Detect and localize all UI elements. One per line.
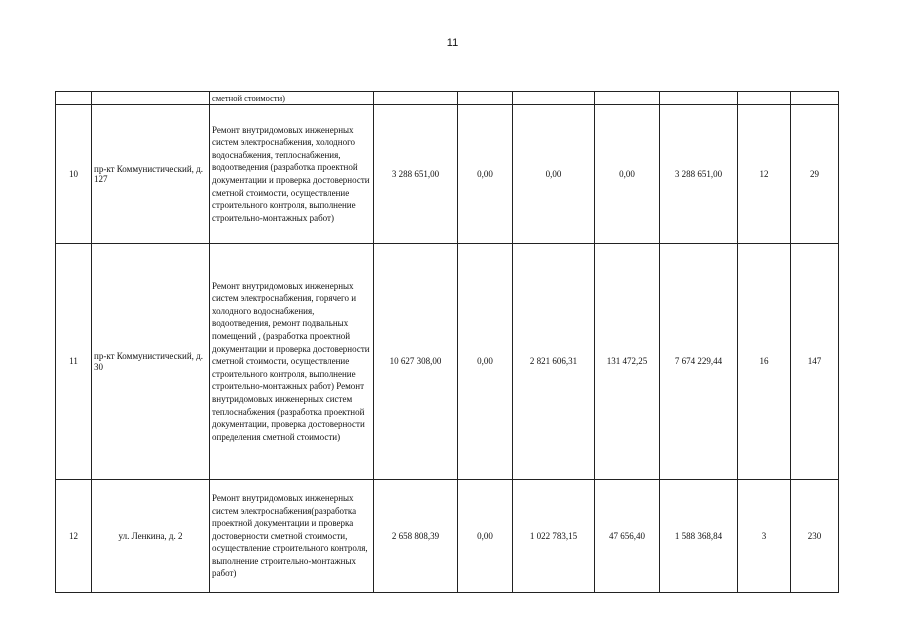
cell-address — [92, 92, 210, 105]
page-number: 11 — [446, 37, 459, 49]
cell-count-1: 16 — [738, 244, 791, 480]
cell-value-3: 0,00 — [595, 105, 660, 244]
table-row-continuation — [56, 92, 839, 105]
cell-value-1 — [458, 92, 513, 105]
cell-description: Ремонт внутридомовых инженерных систем электроснабжения(разработка проектной документации и проверка достоверности сметной стоимости, осуществление строительного контроля, выполнение строительно-монтажных работ) — [210, 480, 374, 593]
cell-address: пр-кт Коммунистический, д. 127 — [92, 105, 210, 244]
cell-value-4 — [660, 92, 738, 105]
cell-count-1 — [738, 92, 791, 105]
cell-value-3: 47 656,40 — [595, 480, 660, 593]
cell-value-4: 3 288 651,00 — [660, 105, 738, 244]
cell-value-1: 0,00 — [458, 480, 513, 593]
cell-value-2 — [513, 92, 595, 105]
cell-address: ул. Ленкина, д. 2 — [92, 480, 210, 593]
cell-value-4: 1 588 368,84 — [660, 480, 738, 593]
cell-description: сметной стоимости) — [210, 92, 374, 105]
cell-value-2: 0,00 — [513, 105, 595, 244]
cell-index — [56, 92, 92, 105]
table-row — [56, 480, 839, 593]
cell-total — [374, 92, 458, 105]
cell-total: 2 658 808,39 — [374, 480, 458, 593]
cell-count-2: 230 — [791, 480, 839, 593]
cell-count-1: 3 — [738, 480, 791, 593]
cell-value-1: 0,00 — [458, 244, 513, 480]
cell-value-4: 7 674 229,44 — [660, 244, 738, 480]
cell-count-2: 147 — [791, 244, 839, 480]
cell-count-2: 29 — [791, 105, 839, 244]
cell-index: 10 — [56, 105, 92, 244]
cell-description: Ремонт внутридомовых инженерных систем электроснабжения, холодного водоснабжения, теплоснабжения, водоотведения (разработка проектной документации и проверка достоверности сметной стоимости, осуществление строительного контроля, выполнение строительно-монтажных работ) — [210, 105, 374, 244]
cell-value-2: 2 821 606,31 — [513, 244, 595, 480]
cell-count-2 — [791, 92, 839, 105]
cell-index: 11 — [56, 244, 92, 480]
cell-value-2: 1 022 783,15 — [513, 480, 595, 593]
cell-value-1: 0,00 — [458, 105, 513, 244]
cell-total: 3 288 651,00 — [374, 105, 458, 244]
cell-index: 12 — [56, 480, 92, 593]
cell-value-3 — [595, 92, 660, 105]
repair-works-table — [55, 91, 839, 593]
cell-description: Ремонт внутридомовых инженерных систем электроснабжения, горячего и холодного водоснабжения, водоотведения, ремонт подвальных помещений , (разработка проектной документации и проверка достоверности сметной стоимости, осуществление строительного контроля, выполнение строительно-монтажных работ) Ремонт внутридомовых инженерных систем теплоснабжения (разработка проектной документации, проверка достоверности определения сметной стоимости) — [210, 244, 374, 480]
cell-address: пр-кт Коммунистический, д. 30 — [92, 244, 210, 480]
cell-count-1: 12 — [738, 105, 791, 244]
table-row — [56, 244, 839, 480]
cell-value-3: 131 472,25 — [595, 244, 660, 480]
table-row — [56, 105, 839, 244]
cell-total: 10 627 308,00 — [374, 244, 458, 480]
